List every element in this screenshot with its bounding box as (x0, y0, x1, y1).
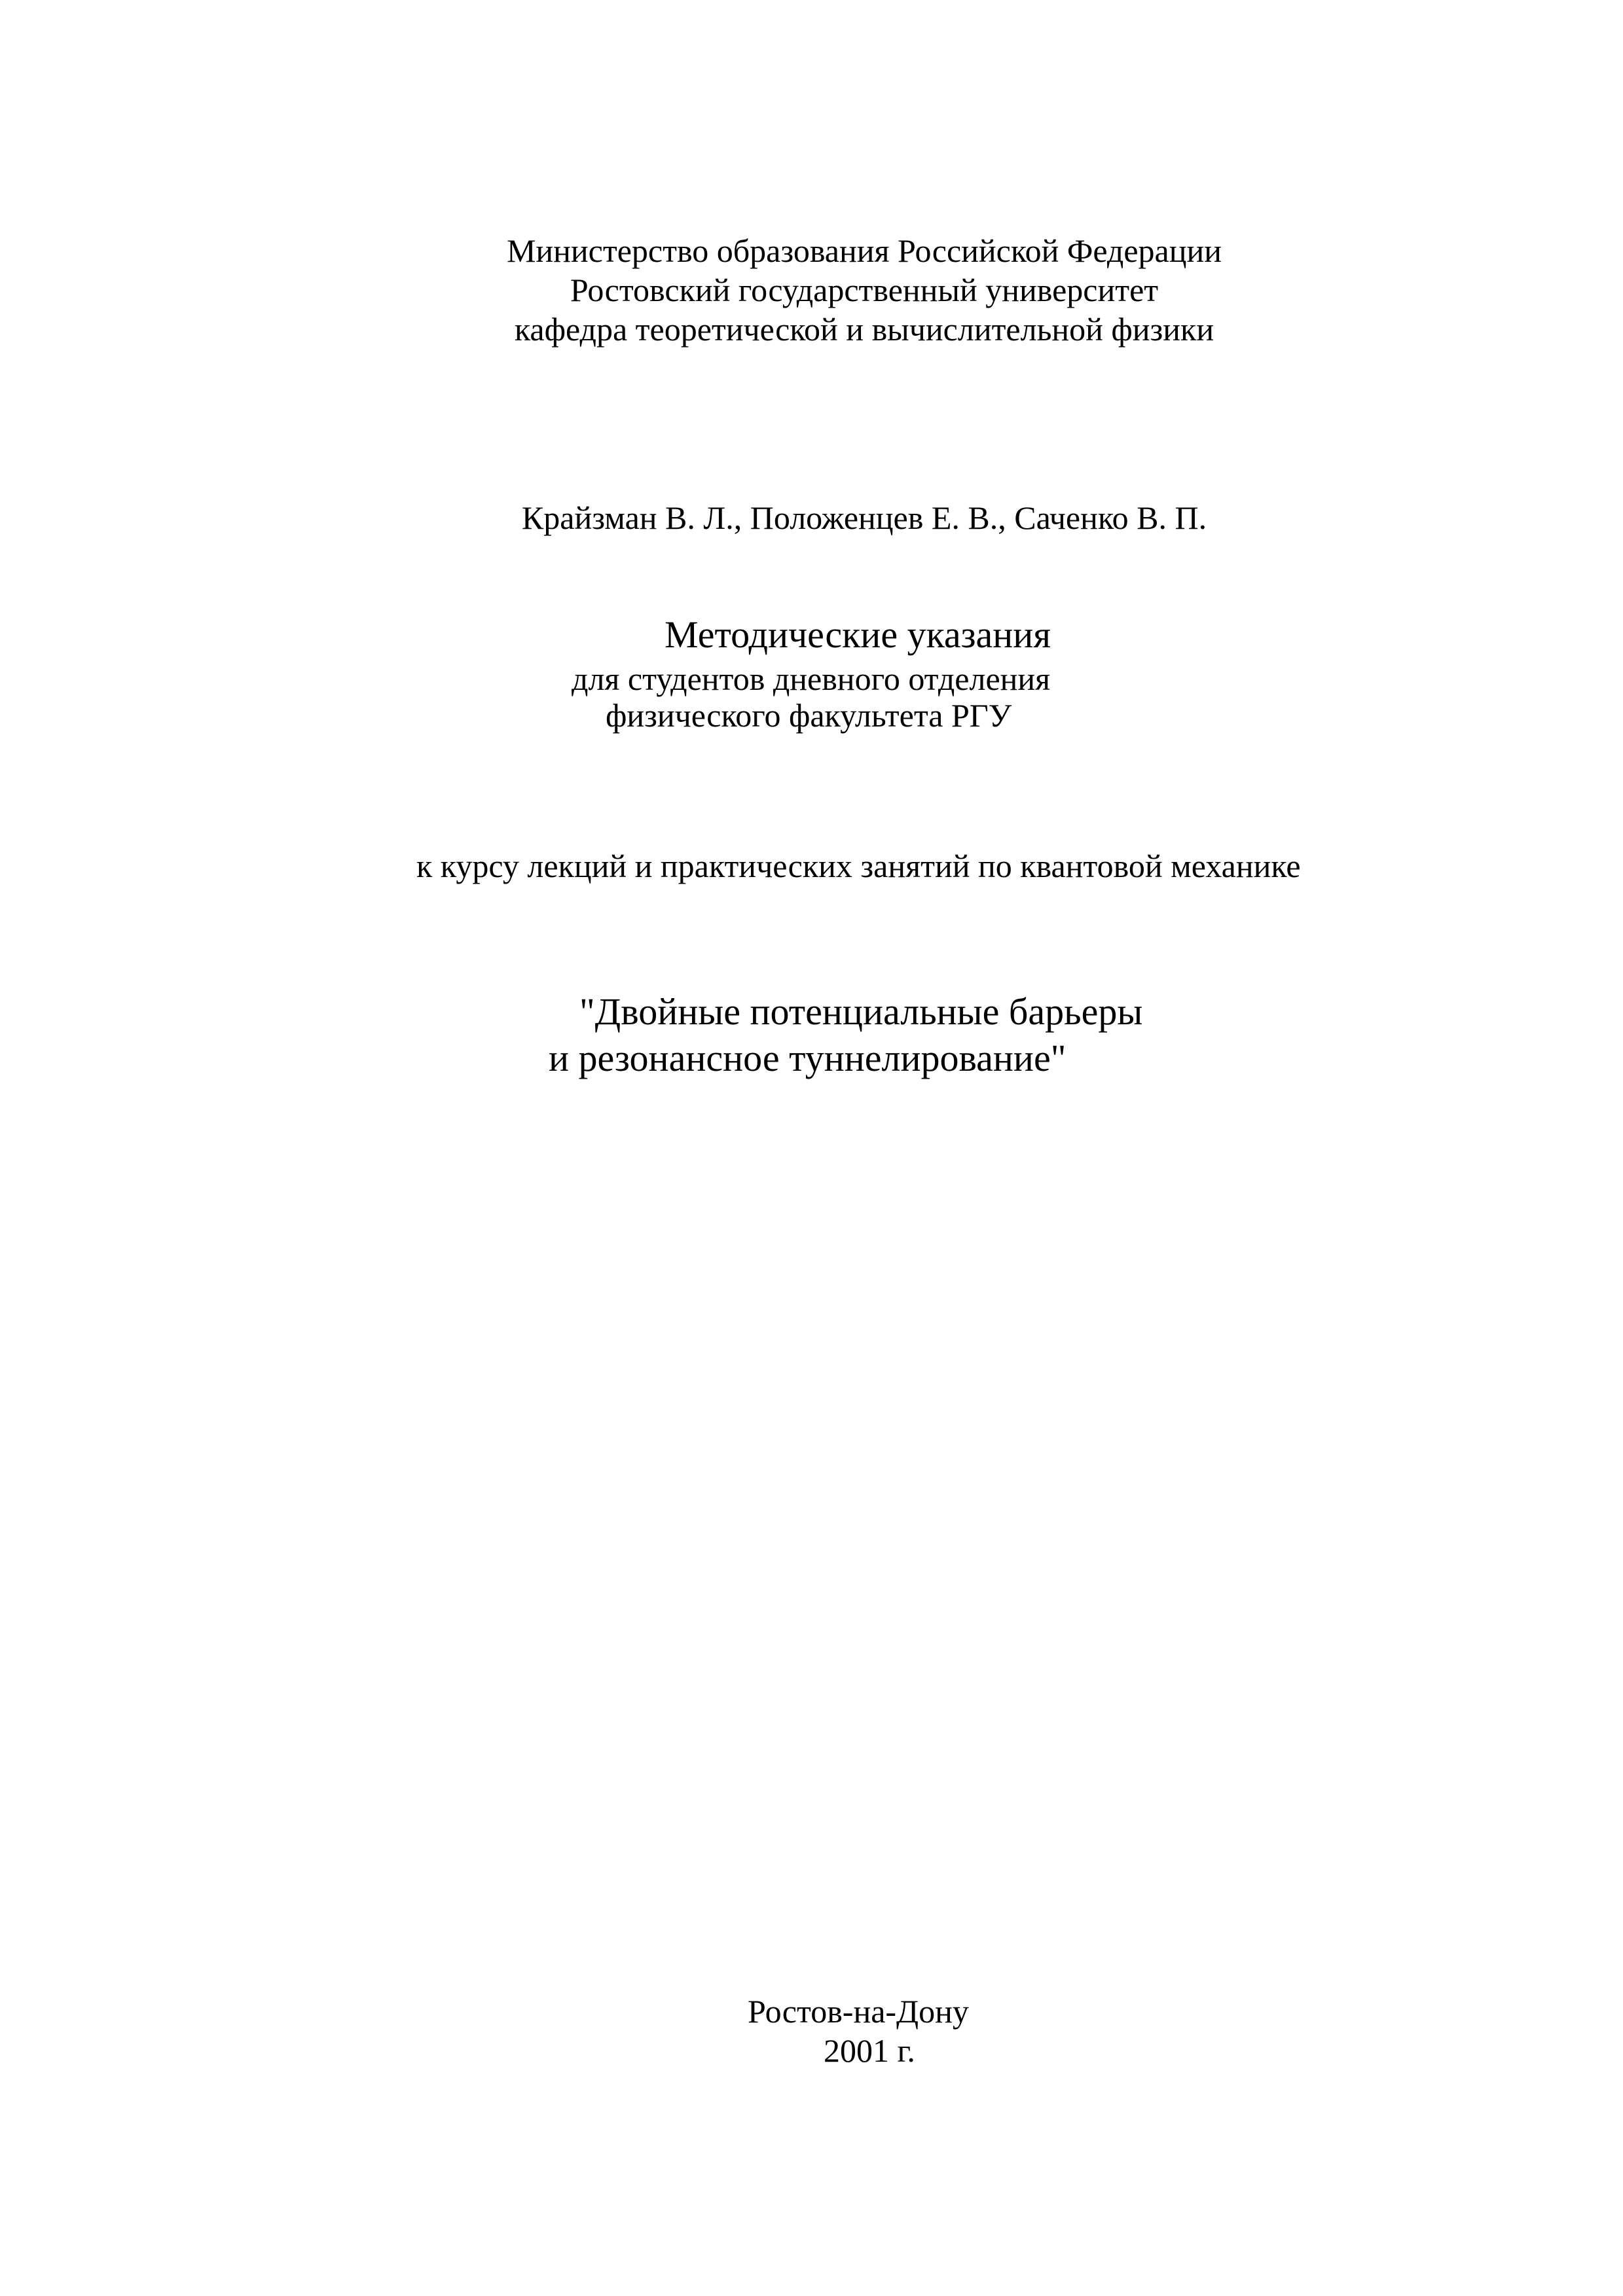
guide-title: Методические указания (665, 613, 1051, 656)
guide-audience-line2: физического факультета РГУ (606, 697, 1012, 734)
year-line: 2001 г. (824, 2032, 915, 2069)
course-line: к курсу лекций и практических занятий по квантовой механике (416, 848, 1301, 884)
authors-line: Крайзман В. Л., Положенцев Е. В., Саченко В. П. (521, 499, 1207, 536)
ministry-line: Министерство образования Российской Федерации (506, 232, 1222, 269)
department-line: кафедра теоретической и вычислительной физики (514, 311, 1214, 348)
university-line: Ростовский государственный университет (570, 272, 1159, 308)
topic-line1: "Двойные потенциальные барьеры (579, 990, 1143, 1033)
guide-audience-line1: для студентов дневного отделения (572, 660, 1051, 697)
city-line: Ростов-на-Дону (748, 1993, 969, 2030)
topic-line2: и резонансное туннелирование" (549, 1037, 1067, 1079)
